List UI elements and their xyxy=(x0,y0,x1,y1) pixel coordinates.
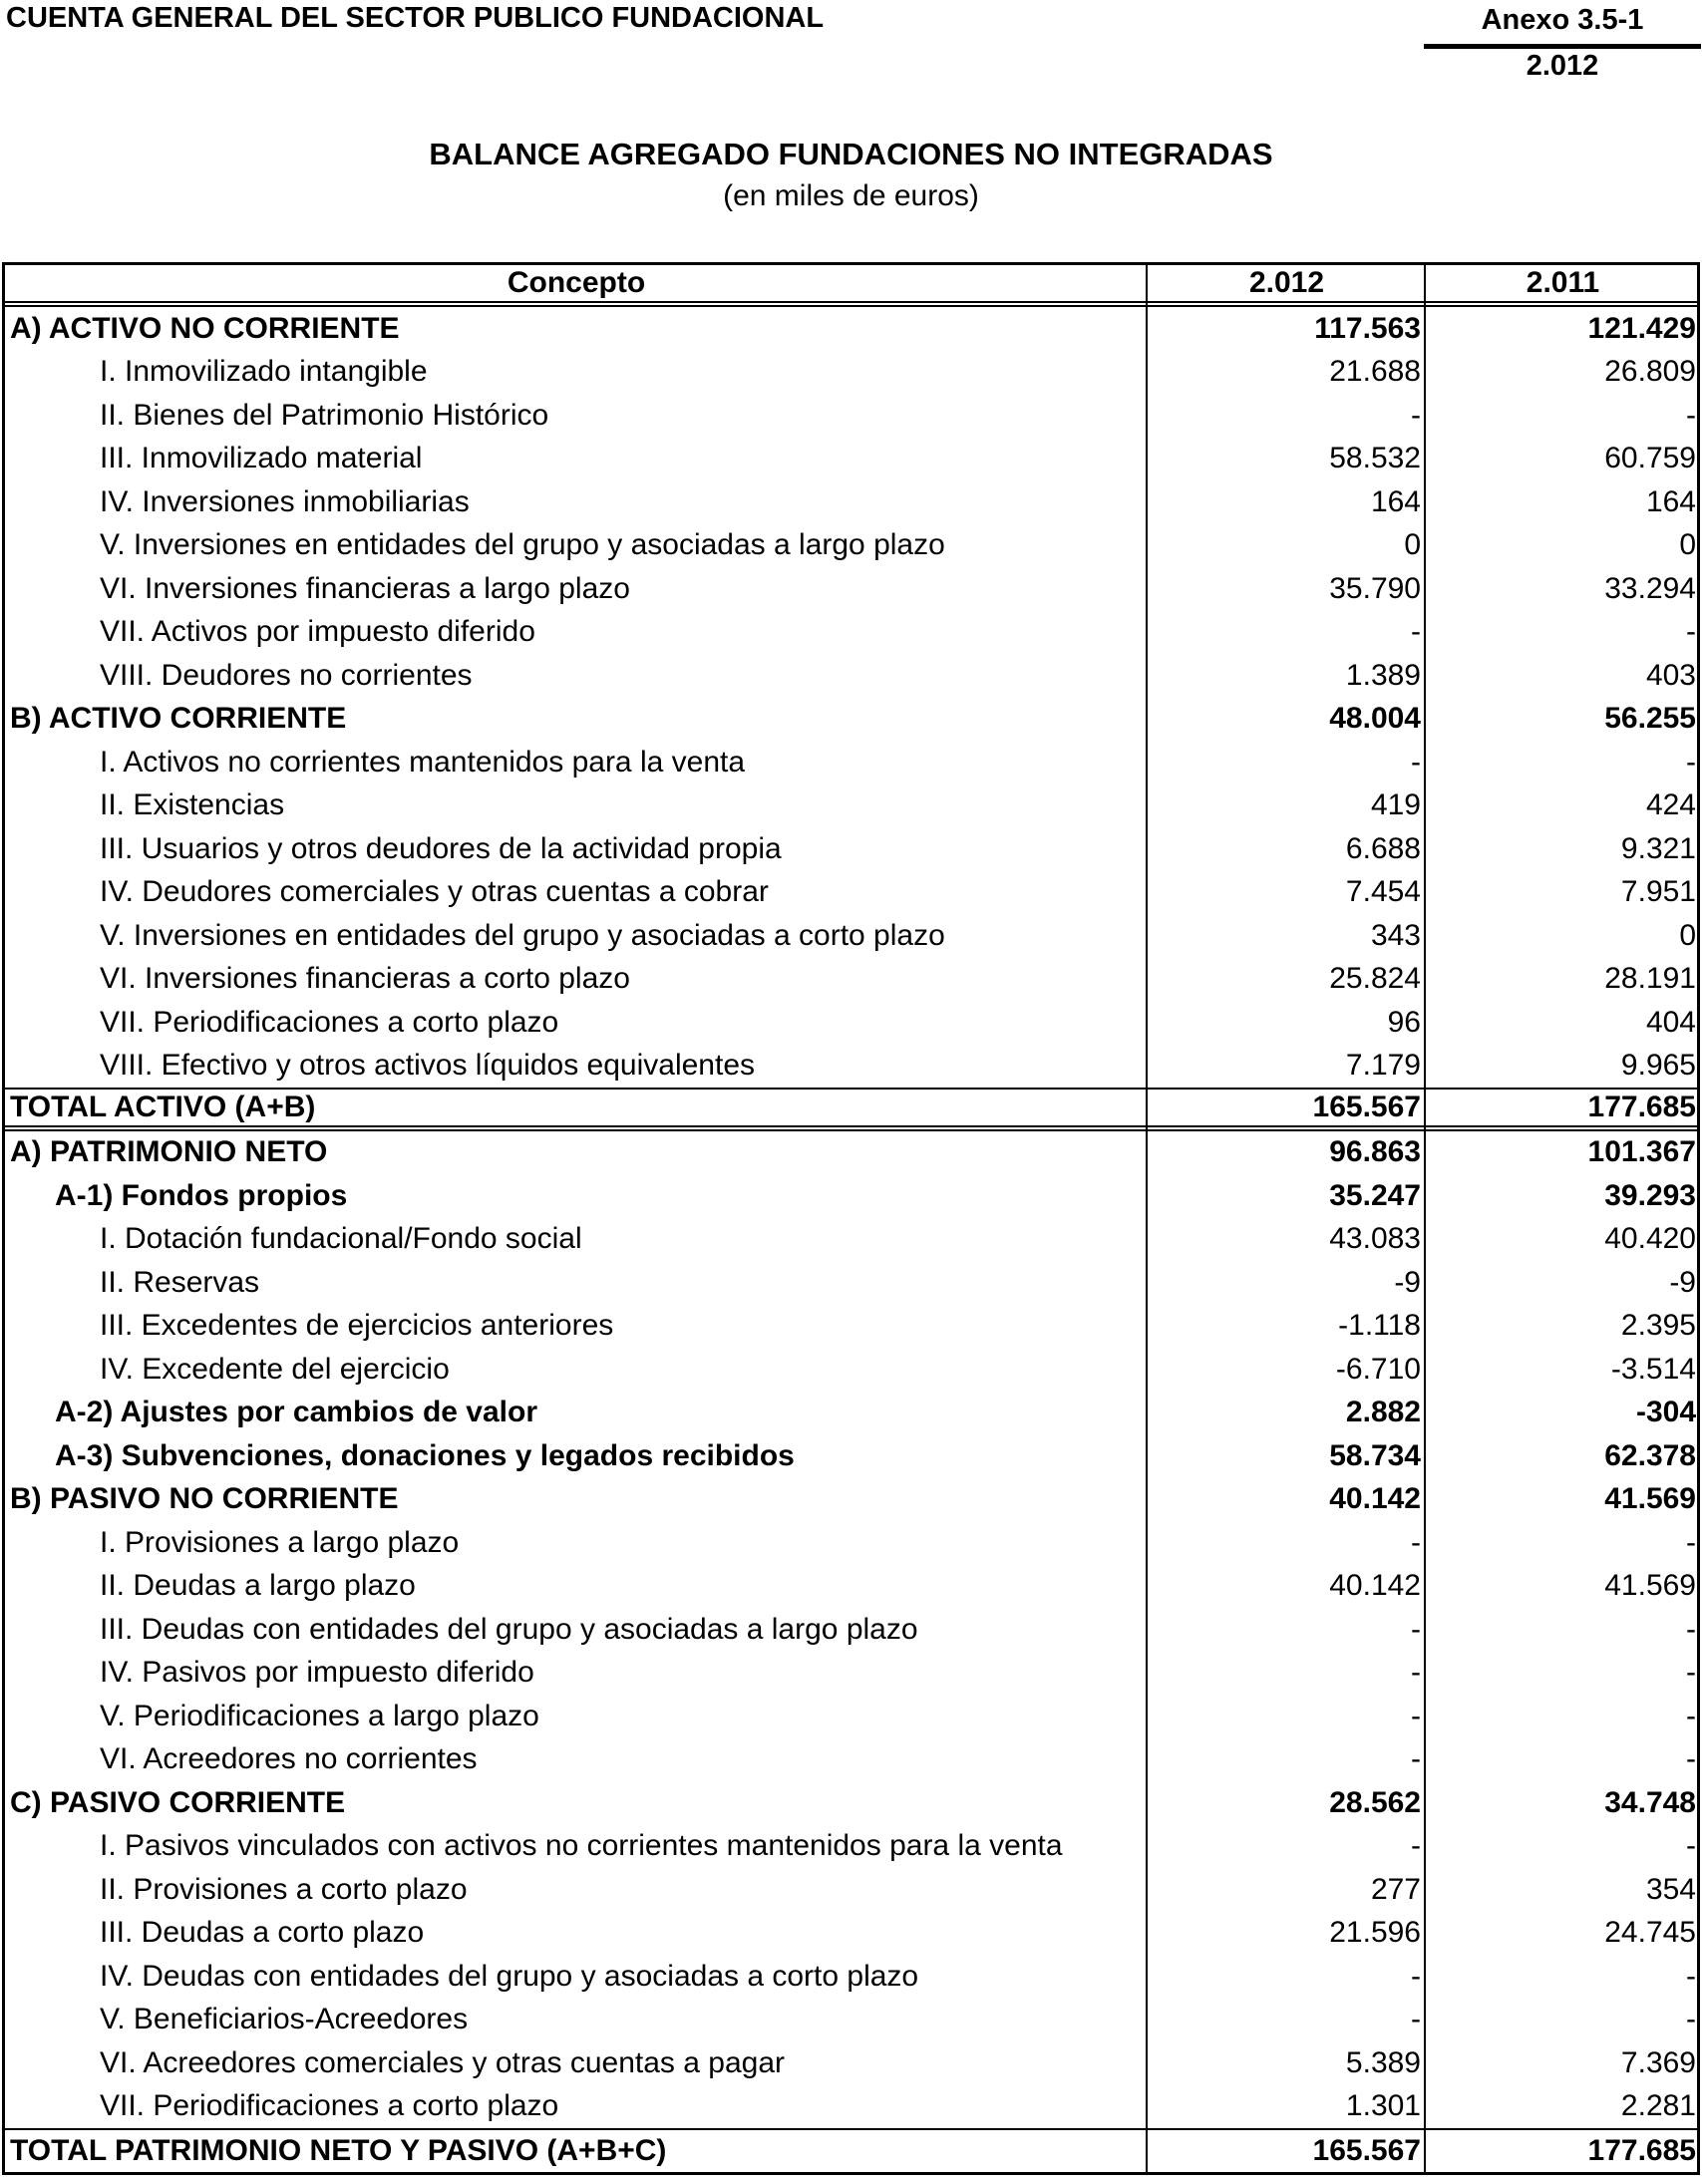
value-2012-cell: 7.179 xyxy=(1345,1049,1421,1083)
value-2011-cell: -9 xyxy=(1669,1265,1696,1299)
concept-cell: IV. Excedente del ejercicio xyxy=(100,1352,450,1386)
value-2012-cell: 21.596 xyxy=(1329,1916,1421,1950)
concept-cell: IV. Deudas con entidades del grupo y asociadas a corto plazo xyxy=(100,1959,919,1993)
table-row xyxy=(5,741,1697,784)
value-2012-cell: - xyxy=(1411,1742,1421,1776)
value-2012-cell: 35.790 xyxy=(1329,571,1421,605)
concept-cell: V. Periodificaciones a largo plazo xyxy=(100,1699,539,1732)
table-total-row xyxy=(5,2128,1697,2172)
table-row xyxy=(5,784,1697,828)
table-row xyxy=(5,611,1697,655)
value-2012-cell: 164 xyxy=(1370,484,1421,518)
value-2011-cell: - xyxy=(1686,745,1696,779)
column-divider xyxy=(1146,265,1148,2172)
value-2011-cell: - xyxy=(1686,615,1696,649)
value-2012-cell: 25.824 xyxy=(1329,962,1421,996)
concept-cell: VI. Inversiones financieras a corto plazo xyxy=(100,962,630,996)
value-2011-cell: 424 xyxy=(1645,788,1696,822)
table-row xyxy=(5,1565,1697,1609)
concept-cell: I. Inmovilizado intangible xyxy=(100,355,428,389)
concept-cell: TOTAL ACTIVO (A+B) xyxy=(10,1090,316,1123)
value-2012-cell: 35.247 xyxy=(1329,1178,1421,1212)
value-2011-cell: 9.965 xyxy=(1620,1049,1696,1083)
value-2012-cell: 7.454 xyxy=(1345,875,1421,909)
value-2012-cell: - xyxy=(1411,1829,1421,1863)
table-row xyxy=(5,1261,1697,1305)
concept-cell: II. Deudas a largo plazo xyxy=(100,1569,416,1603)
table-row xyxy=(5,1999,1697,2042)
concept-cell: A) ACTIVO NO CORRIENTE xyxy=(10,311,400,345)
concept-cell: A) PATRIMONIO NETO xyxy=(10,1135,328,1169)
concept-cell: A-2) Ajustes por cambios de valor xyxy=(55,1396,538,1429)
value-2011-cell: - xyxy=(1686,1959,1696,1993)
table-row xyxy=(5,1001,1697,1045)
document-heading: CUENTA GENERAL DEL SECTOR PUBLICO FUNDACIONAL xyxy=(6,2,825,34)
value-2011-cell: 56.255 xyxy=(1604,702,1696,736)
concept-cell: II. Provisiones a corto plazo xyxy=(100,1872,468,1906)
value-2011-cell: 40.420 xyxy=(1604,1222,1696,1256)
concept-cell: I. Activos no corrientes mantenidos para la venta xyxy=(100,745,746,779)
value-2012-cell: 58.532 xyxy=(1329,442,1421,475)
table-row xyxy=(5,2085,1697,2129)
table-body xyxy=(5,307,1697,2172)
concept-cell: VI. Acreedores no corrientes xyxy=(100,1742,478,1776)
table-row xyxy=(5,1825,1697,1869)
value-2011-cell: 177.685 xyxy=(1587,2133,1696,2167)
table-header-row xyxy=(5,265,1697,307)
value-2011-cell: - xyxy=(1686,1525,1696,1559)
value-2011-cell: 2.281 xyxy=(1620,2089,1696,2123)
value-2011-cell: 41.569 xyxy=(1604,1569,1696,1603)
value-2012-cell: 1.389 xyxy=(1345,658,1421,692)
value-2012-cell: 43.083 xyxy=(1329,1222,1421,1256)
concept-cell: VIII. Deudores no corrientes xyxy=(100,658,473,692)
value-2012-cell: - xyxy=(1411,1525,1421,1559)
value-2011-cell: 33.294 xyxy=(1604,571,1696,605)
concept-cell: IV. Deudores comerciales y otras cuentas a cobrar xyxy=(100,875,769,909)
page-title: BALANCE AGREGADO FUNDACIONES NO INTEGRADAS xyxy=(429,137,1273,171)
column-divider xyxy=(1424,265,1426,2172)
value-2011-cell: 354 xyxy=(1645,1872,1696,1906)
value-2012-cell: - xyxy=(1411,745,1421,779)
value-2011-cell: 39.293 xyxy=(1604,1178,1696,1212)
value-2012-cell: 165.567 xyxy=(1312,1090,1421,1123)
table-row xyxy=(5,1955,1697,1999)
table-row xyxy=(5,1652,1697,1696)
value-2011-cell: 62.378 xyxy=(1604,1438,1696,1472)
value-2011-cell: -304 xyxy=(1635,1396,1696,1429)
concept-cell: III. Inmovilizado material xyxy=(100,442,423,475)
concept-cell: I. Dotación fundacional/Fondo social xyxy=(100,1222,582,1256)
concept-cell: VII. Periodificaciones a corto plazo xyxy=(100,2089,559,2123)
table-row xyxy=(5,1434,1697,1478)
value-2011-cell: - xyxy=(1686,398,1696,432)
column-header-2012: 2.012 xyxy=(1248,266,1325,299)
concept-cell: A-1) Fondos propios xyxy=(55,1178,348,1212)
value-2012-cell: - xyxy=(1411,1612,1421,1646)
value-2012-cell: 28.562 xyxy=(1329,1785,1421,1819)
concept-cell: IV. Pasivos por impuesto diferido xyxy=(100,1656,534,1690)
value-2011-cell: 7.369 xyxy=(1620,2045,1696,2079)
value-2011-cell: - xyxy=(1686,1656,1696,1690)
balance-table xyxy=(2,262,1700,2175)
value-2011-cell: 0 xyxy=(1679,918,1696,952)
value-2012-cell: -6.710 xyxy=(1335,1352,1421,1386)
value-2011-cell: - xyxy=(1686,1829,1696,1863)
value-2012-cell: -9 xyxy=(1394,1265,1421,1299)
value-2011-cell: 2.395 xyxy=(1620,1309,1696,1343)
value-2011-cell: 24.745 xyxy=(1604,1916,1696,1950)
concept-cell: III. Excedentes de ejercicios anteriores xyxy=(100,1309,614,1343)
concept-cell: I. Provisiones a largo plazo xyxy=(100,1525,460,1559)
table-row xyxy=(5,1521,1697,1565)
concept-cell: III. Deudas con entidades del grupo y asociadas a largo plazo xyxy=(100,1612,918,1646)
value-2011-cell: 164 xyxy=(1645,484,1696,518)
annex-year: 2.012 xyxy=(1526,50,1599,82)
table-row xyxy=(5,1131,1697,1175)
value-2011-cell: 28.191 xyxy=(1604,962,1696,996)
concept-cell: V. Inversiones en entidades del grupo y asociadas a largo plazo xyxy=(100,528,945,562)
table-row xyxy=(5,438,1697,481)
table-row xyxy=(5,1478,1697,1522)
table-row xyxy=(5,351,1697,395)
table-row xyxy=(5,698,1697,742)
value-2011-cell: 177.685 xyxy=(1587,1090,1696,1123)
concept-cell: II. Existencias xyxy=(100,788,285,822)
column-header-2011: 2.011 xyxy=(1526,266,1600,299)
annex-label: Anexo 3.5-1 xyxy=(1481,4,1644,36)
value-2012-cell: 6.688 xyxy=(1345,831,1421,865)
table-row xyxy=(5,914,1697,958)
value-2012-cell: 419 xyxy=(1370,788,1421,822)
value-2011-cell: 34.748 xyxy=(1604,1785,1696,1819)
value-2011-cell: -3.514 xyxy=(1610,1352,1696,1386)
table-row xyxy=(5,1738,1697,1782)
table-total-row xyxy=(5,1088,1697,1131)
value-2012-cell: - xyxy=(1411,615,1421,649)
value-2011-cell: 60.759 xyxy=(1604,442,1696,475)
value-2012-cell: 1.301 xyxy=(1345,2089,1421,2123)
concept-cell: II. Reservas xyxy=(100,1265,260,1299)
value-2012-cell: -1.118 xyxy=(1338,1309,1421,1343)
concept-cell: IV. Inversiones inmobiliarias xyxy=(100,484,470,518)
table-row xyxy=(5,567,1697,611)
concept-cell: C) PASIVO CORRIENTE xyxy=(10,1785,346,1819)
table-row xyxy=(5,1218,1697,1262)
concept-cell: B) ACTIVO CORRIENTE xyxy=(10,702,347,736)
value-2012-cell: - xyxy=(1411,398,1421,432)
value-2012-cell: - xyxy=(1411,1699,1421,1732)
value-2012-cell: 96 xyxy=(1387,1005,1421,1039)
table-row xyxy=(5,1868,1697,1912)
table-row xyxy=(5,654,1697,698)
concept-cell: A-3) Subvenciones, donaciones y legados recibidos xyxy=(55,1438,795,1472)
concept-cell: B) PASIVO NO CORRIENTE xyxy=(10,1482,399,1516)
concept-cell: V. Inversiones en entidades del grupo y asociadas a corto plazo xyxy=(100,918,945,952)
table-row xyxy=(5,394,1697,438)
concept-cell: VIII. Efectivo y otros activos líquidos equivalentes xyxy=(100,1049,755,1083)
concept-cell: VI. Inversiones financieras a largo plazo xyxy=(100,571,630,605)
annex-divider xyxy=(1424,44,1701,49)
value-2011-cell: - xyxy=(1686,1742,1696,1776)
value-2011-cell: - xyxy=(1686,2003,1696,2036)
value-2011-cell: - xyxy=(1686,1612,1696,1646)
table-row xyxy=(5,1608,1697,1652)
concept-cell: TOTAL PATRIMONIO NETO Y PASIVO (A+B+C) xyxy=(10,2133,667,2167)
value-2012-cell: 21.688 xyxy=(1329,355,1421,389)
value-2012-cell: 48.004 xyxy=(1329,702,1421,736)
value-2012-cell: 58.734 xyxy=(1329,1438,1421,1472)
concept-cell: VII. Periodificaciones a corto plazo xyxy=(100,1005,559,1039)
table-row xyxy=(5,1174,1697,1218)
value-2011-cell: - xyxy=(1686,1699,1696,1732)
value-2011-cell: 0 xyxy=(1679,528,1696,562)
concept-cell: V. Beneficiarios-Acreedores xyxy=(100,2003,469,2036)
table-row xyxy=(5,1392,1697,1435)
concept-cell: I. Pasivos vinculados con activos no corrientes mantenidos para la venta xyxy=(100,1829,1063,1863)
table-row xyxy=(5,871,1697,915)
value-2011-cell: 403 xyxy=(1645,658,1696,692)
value-2011-cell: 7.951 xyxy=(1620,875,1696,909)
value-2012-cell: 0 xyxy=(1404,528,1421,562)
value-2012-cell: - xyxy=(1411,1959,1421,1993)
value-2012-cell: 277 xyxy=(1370,1872,1421,1906)
table-row xyxy=(5,480,1697,524)
value-2011-cell: 9.321 xyxy=(1620,831,1696,865)
table-row xyxy=(5,827,1697,871)
concept-cell: III. Deudas a corto plazo xyxy=(100,1916,425,1950)
value-2011-cell: 121.429 xyxy=(1587,311,1696,345)
value-2012-cell: - xyxy=(1411,2003,1421,2036)
table-row xyxy=(5,1348,1697,1392)
concept-cell: II. Bienes del Patrimonio Histórico xyxy=(100,398,549,432)
concept-cell: VI. Acreedores comerciales y otras cuentas a pagar xyxy=(100,2045,786,2079)
value-2012-cell: 5.389 xyxy=(1345,2045,1421,2079)
value-2012-cell: 2.882 xyxy=(1345,1396,1421,1429)
value-2012-cell: 96.863 xyxy=(1329,1135,1421,1169)
value-2011-cell: 101.367 xyxy=(1587,1135,1696,1169)
value-2011-cell: 404 xyxy=(1645,1005,1696,1039)
table-row xyxy=(5,958,1697,1002)
table-row xyxy=(5,307,1697,351)
table-row xyxy=(5,1305,1697,1349)
table-row xyxy=(5,2041,1697,2085)
value-2012-cell: 343 xyxy=(1370,918,1421,952)
value-2011-cell: 26.809 xyxy=(1604,355,1696,389)
table-row xyxy=(5,1912,1697,1956)
value-2012-cell: 165.567 xyxy=(1312,2133,1421,2167)
table-row xyxy=(5,1781,1697,1825)
table-row xyxy=(5,524,1697,568)
value-2012-cell: 40.142 xyxy=(1329,1482,1421,1516)
value-2011-cell: 41.569 xyxy=(1604,1482,1696,1516)
table-row xyxy=(5,1695,1697,1738)
value-2012-cell: 40.142 xyxy=(1329,1569,1421,1603)
concept-cell: III. Usuarios y otros deudores de la actividad propia xyxy=(100,831,782,865)
page-subtitle: (en miles de euros) xyxy=(723,179,979,212)
column-header-concept: Concepto xyxy=(507,266,646,299)
value-2012-cell: 117.563 xyxy=(1314,311,1421,345)
concept-cell: VII. Activos por impuesto diferido xyxy=(100,615,535,649)
table-row xyxy=(5,1045,1697,1089)
value-2012-cell: - xyxy=(1411,1656,1421,1690)
